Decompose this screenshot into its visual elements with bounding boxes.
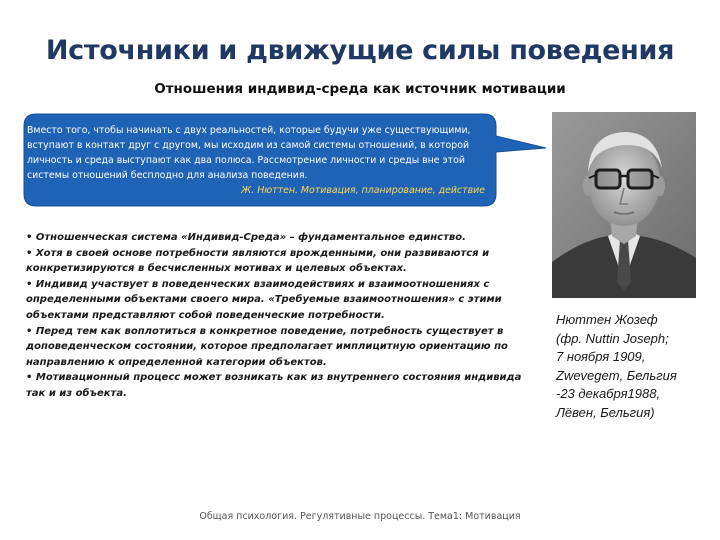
callout-author: Ж. Нюттен. Мотивация, планирование, действие xyxy=(241,185,485,196)
callout-text xyxy=(27,123,489,198)
slide-title: Источники и движущие силы поведения xyxy=(45,35,675,66)
caption-line: 7 ноября 1909, xyxy=(556,349,646,365)
bullet-item: • Мотивационный процесс может возникать как из внутреннего состояния индивида так и из объекта. xyxy=(26,372,522,399)
caption-line: Лёвен, Бельгия) xyxy=(556,404,655,420)
portrait-photo xyxy=(552,112,696,298)
caption-line: -23 декабря1988, xyxy=(556,386,661,402)
bullet-list xyxy=(26,230,538,402)
bullet-item: • Индивид участвует в поведенческих взаимодействиях и взаимоотношениях с определенными объектами своего мира. «Требуемые взаимоотношения» с этими объектами представляют собой поведенческие потребности. xyxy=(26,278,502,321)
bullet-item: • Хотя в своей основе потребности являются врожденными, они развиваются и конкретизируются в бесчисленных мотивах и целевых объектах. xyxy=(26,247,490,275)
caption-line: Нюттен Жозеф xyxy=(556,312,658,327)
caption-line: (фр. Nuttin Joseph; xyxy=(556,330,669,346)
portrait-caption xyxy=(556,311,706,423)
slide-subtitle: Отношения индивид-среда как источник мотивации xyxy=(154,81,566,97)
bullet-item: • Перед тем как воплотиться в конкретное поведение, потребность существует в доповеденческом состоянии, которое предполагает имплицитную ориентацию по направлению к определенной категории объектов. xyxy=(26,325,508,368)
callout-quote: Вместо того, чтобы начинать с двух реальностей, которые будучи уже существующими, вступают в контакт друг с другом, мы исходим из самой системы отношений, в которой личность и среда выступают как два полюса. Рассмотрение личности и среды вне этой системы отношений бесплодно для анализа поведения. xyxy=(27,125,471,181)
bullet-item: • Отношенческая система «Индивид-Среда» – фундаментальное единство. xyxy=(26,232,466,243)
slide-footer: Общая психология. Регулятивные процессы. Тема1: Мотивация xyxy=(199,511,521,522)
caption-line: Zwevegem, Бельгия xyxy=(556,367,677,383)
